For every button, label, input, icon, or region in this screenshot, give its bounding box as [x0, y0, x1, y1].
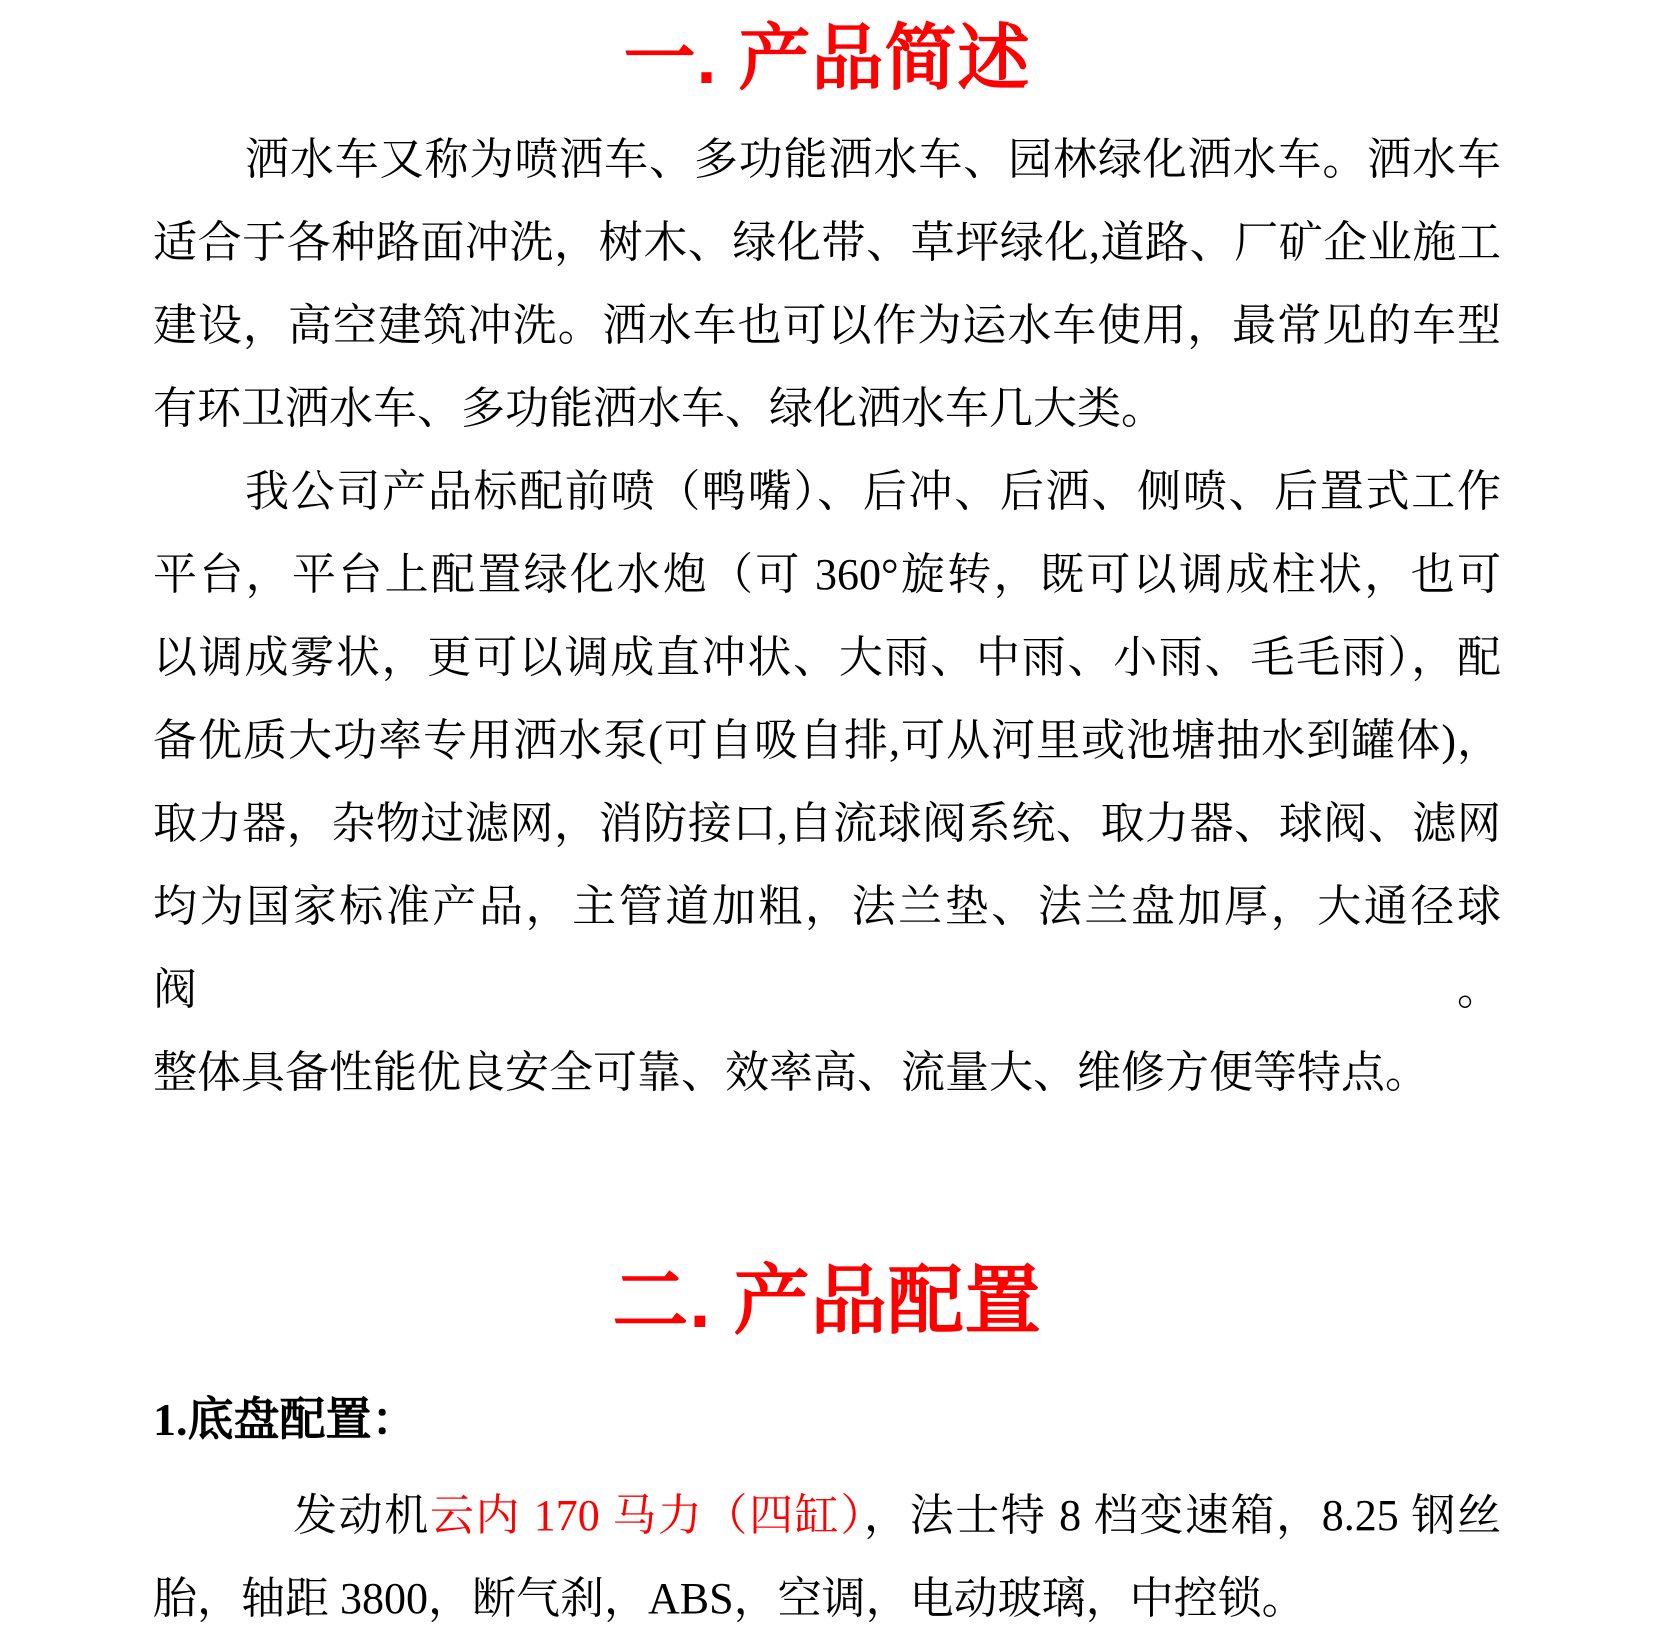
paragraph-line: 取力器，杂物过滤网，消防接口,自流球阀系统、取力器、球阀、滤网	[153, 799, 1501, 848]
engine-highlight-red-text: 云内 170 马力（四缸）	[429, 1491, 865, 1540]
paragraph-line: 整体具备性能优良安全可靠、效率高、流量大、维修方便等特点。	[153, 1048, 1429, 1097]
paragraph-line: 有环卫洒水车、多功能洒水车、绿化洒水车几大类。	[153, 384, 1165, 433]
chassis-paragraph	[153, 1474, 1501, 1640]
chassis-config-subheading: 1.底盘配置：	[153, 1394, 418, 1445]
paragraph-line: 以调成雾状，更可以调成直冲状、大雨、中雨、小雨、毛毛雨），配	[153, 633, 1501, 682]
paragraph-line: 备优质大功率专用洒水泵(可自吸自排,可从河里或池塘抽水到罐体)，	[153, 716, 1501, 765]
chassis-text-black: ，法士特 8 档变速箱，8.25 钢丝	[864, 1491, 1502, 1540]
config-paragraph	[153, 450, 1501, 1114]
section2-title: 二. 产品配置	[612, 1259, 1042, 1344]
paragraph-line: 胎，轴距 3800，断气刹，ABS，空调，电动玻璃，中控锁。	[153, 1574, 1306, 1623]
chassis-text-black: 发动机	[293, 1491, 430, 1540]
section1-title: 一. 产品简述	[623, 19, 1031, 99]
paragraph-line	[153, 1474, 1501, 1557]
paragraph-line: 建设，高空建筑冲洗。洒水车也可以作为运水车使用，最常见的车型	[153, 301, 1501, 350]
intro-paragraph	[153, 118, 1501, 450]
paragraph-line: 我公司产品标配前喷（鸭嘴）、后冲、后洒、侧喷、后置式工作	[245, 467, 1501, 516]
paragraph-line: 平台，平台上配置绿化水炮（可 360°旋转，既可以调成柱状，也可	[153, 550, 1501, 599]
paragraph-line: 适合于各种路面冲洗，树木、绿化带、草坪绿化,道路、厂矿企业施工	[153, 218, 1501, 267]
paragraph-line: 洒水车又称为喷洒车、多功能洒水车、园林绿化洒水车。洒水车	[245, 135, 1501, 184]
paragraph-line: 均为国家标准产品，主管道加粗，法兰垫、法兰盘加厚，大通径球阀。	[153, 882, 1501, 1014]
